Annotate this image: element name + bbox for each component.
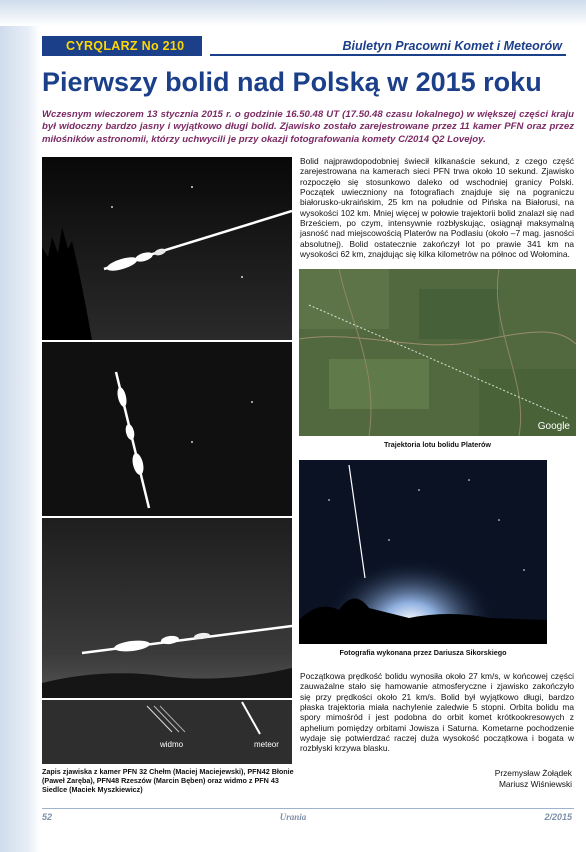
issue-header-label: CYRQLARZ No 210 [42,36,202,56]
article-lead: Wczesnym wieczorem 13 stycznia 2015 r. o godzinie 16.50.48 UT (17.50.48 czasu lokalnego) w większej części kraju był widoczny bardzo jasny i wyjątkowo długi bolid. Zjawisko zostało zarejestrowane przez 11 kamer PFN oraz przez miłośników astronomii, którzy uchwycili je przy okazji fotografowania komety C/2014 Q2 Lovejoy. [42,109,574,145]
magazine-name: Urania [279,812,307,822]
spectrum-label: widmo [160,740,184,749]
map-caption: Trajektoria lotu bolidu Platerów [383,440,492,449]
bolid-photo-rzeszow [42,518,292,698]
bulletin-header-label: Biuletyn Pracowni Komet i Meteorów [210,36,566,56]
map-watermark: Google [537,421,570,432]
trajectory-map [299,269,576,436]
bolid-photo-sikorski [299,460,547,644]
article-title: Pierwszy bolid nad Polską w 2015 roku [42,67,542,97]
article-paragraph-2: Początkowa prędkość bolidu wynosiła około 27 km/s, w końcowej części zauważalne stało się hamowanie atmosferyczne i zjawisko zakończyło się przy prędkości około 21 km/s. Bolid był wyjątkowo długi, bardzo płaska trajektoria miała nachylenie zaledwie 5 stopni. Orbita bolidu ma spory mimośród i jest podobna do orbit komet krótkookresowych z aphelium pomiędzy orbitami Jowisza i Saturna. Kometarne pochodzenie wydaje się potwierdzać raczej duża wysokość początkowa i bogata w rozbłyski krzywa blasku. [300,671,574,754]
page-number: 52 [42,812,53,822]
author-1: Przemysław Żołądek [494,768,572,778]
page-top-band [0,0,586,26]
left-figure-caption: Zapis zjawiska z kamer PFN 32 Chełm (Maciej Maciejewski), PFN42 Błonie (Paweł Zaręba), PFN48 Rzeszów (Marcin Bęben) oraz widmo z PFN 43 Siedlce (Maciek Myszkiewicz) [42,767,294,794]
author-2: Mariusz Wiśniewski [498,779,572,789]
issue-number: 2/2015 [544,812,572,822]
bolid-photo-blonie [42,342,292,516]
article-paragraph-1: Bolid najprawdopodobniej świecił kilkanaście sekund, z czego część zarejestrowana na kamerach sieci PFN trwa około 10 sekund. Zjawisko rozpoczęło się stosunkowo daleko od wschodniej granicy Polski. Początek uwieczniony na fotografiach znajduje się na pograniczu białorusko-ukraińskim, 25 km na południe od Pińska na Białorusi, na wysokości 102 km. Mniej więcej w połowie trajektorii bolid znalazł się nad Brześciem, po czym, intensywnie rozbłyskując, osiągnął maksymalną jasność nad miejscowością Platerów na Podlasiu (około –7 mag. jasności absolutnej). Bolid ostatecznie zakończył lot po prawie 341 km na wysokości 62 km, znajdując się kilka kilometrów na północ od Wołomina. [300,156,574,260]
photo-caption: Fotografia wykonana przez Dariusza Sikorskiego [339,648,507,657]
bolid-spectrum-siedlce [42,700,292,764]
bolid-photo-chelm [42,157,292,340]
footer-divider [42,808,574,809]
page-side-band [0,0,40,852]
meteor-label: meteor [254,740,279,749]
